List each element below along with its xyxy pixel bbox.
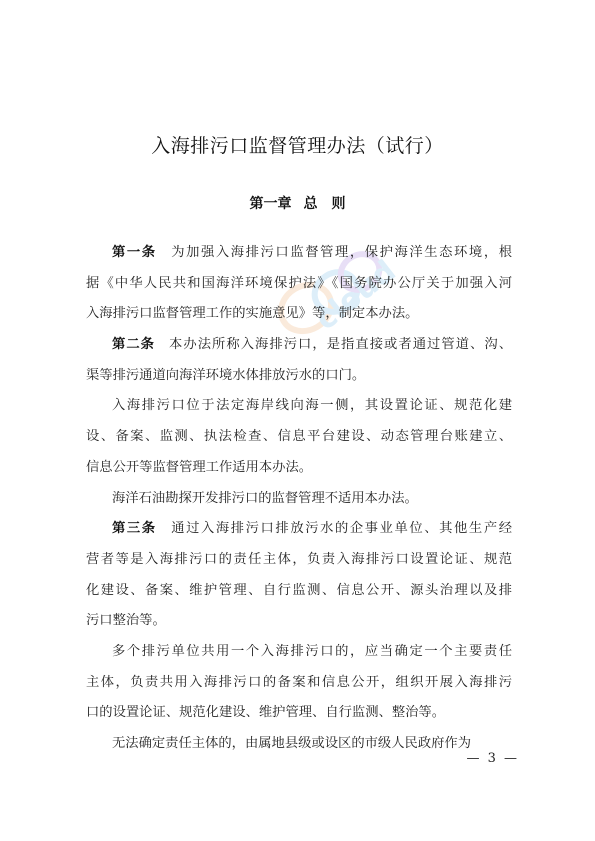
text-line bbox=[86, 606, 512, 637]
text-line bbox=[86, 484, 512, 515]
line-text: 渠等排污通道向海洋环境水体排放污水的口门。 bbox=[86, 367, 366, 383]
chapter-heading bbox=[0, 193, 595, 213]
text-line bbox=[86, 269, 512, 300]
text-line bbox=[86, 576, 512, 607]
line-text: 信息公开等监督管理工作适用本办法。 bbox=[86, 459, 313, 475]
page-number: — 3 — bbox=[466, 751, 519, 766]
text-line bbox=[86, 453, 512, 484]
text-line bbox=[86, 668, 512, 699]
article-number: 第一条 bbox=[112, 245, 157, 260]
article-number: 第三条 bbox=[112, 521, 157, 537]
text-line bbox=[86, 637, 512, 668]
line-text: 通过入海排污口排放污水的企事业单位、其他生产经 bbox=[169, 521, 513, 537]
line-text: 入海排污口位于法定海岸线向海一侧，其设置论证、规范化建 bbox=[112, 398, 512, 414]
line-text: 口的设置论证、规范化建设、维护管理、自行监测、整治等。 bbox=[86, 705, 446, 721]
line-text: 设、备案、监测、执法检查、信息平台建设、动态管理台账建立、 bbox=[86, 429, 512, 445]
watermark-text: cloud bbox=[308, 253, 403, 338]
text-line bbox=[86, 361, 512, 392]
text-line bbox=[86, 729, 512, 760]
line-text: 主体，负责共用入海排污口的备案和信息公开，组织开展入海排污 bbox=[86, 674, 512, 690]
text-line bbox=[86, 238, 512, 269]
line-text: 营者等是入海排污口的责任主体，负责入海排污口设置论证、规范 bbox=[86, 551, 512, 567]
article-number: 第二条 bbox=[112, 337, 155, 353]
line-text: 污口整治等。 bbox=[86, 613, 166, 629]
text-line bbox=[86, 422, 512, 453]
document-body bbox=[86, 238, 512, 760]
text-line bbox=[86, 514, 512, 545]
text-line bbox=[86, 330, 512, 361]
text-line bbox=[86, 545, 512, 576]
chapter-name: 总 则 bbox=[303, 196, 346, 212]
document-title: 入海排污口监督管理办法（试行） bbox=[151, 135, 444, 157]
line-text: 化建设、备案、维护管理、自行监测、信息公开、源头治理以及排 bbox=[86, 582, 512, 598]
line-text: 为加强入海排污口监督管理，保护海洋生态环境，根 bbox=[169, 245, 513, 260]
line-text: 入海排污口监督管理工作的实施意见》等，制定本办法。 bbox=[86, 306, 419, 322]
chapter-number: 第一章 bbox=[249, 196, 292, 212]
text-line bbox=[86, 391, 512, 422]
line-text: 海洋石油勘探开发排污口的监督管理不适用本办法。 bbox=[112, 490, 418, 506]
line-text: 本办法所称入海排污口，是指直接或者通过管道、沟、 bbox=[168, 337, 512, 353]
text-line bbox=[86, 299, 512, 330]
line-text: 据《中华人民共和国海洋环境保护法》《国务院办公厅关于加强入河 bbox=[86, 275, 512, 291]
line-text: 多个排污单位共用一个入海排污口的，应当确定一个主要责任 bbox=[112, 643, 512, 659]
line-text: 无法确定责任主体的，由属地县级或设区的市级人民政府作为 bbox=[112, 736, 472, 751]
text-line bbox=[86, 698, 512, 729]
